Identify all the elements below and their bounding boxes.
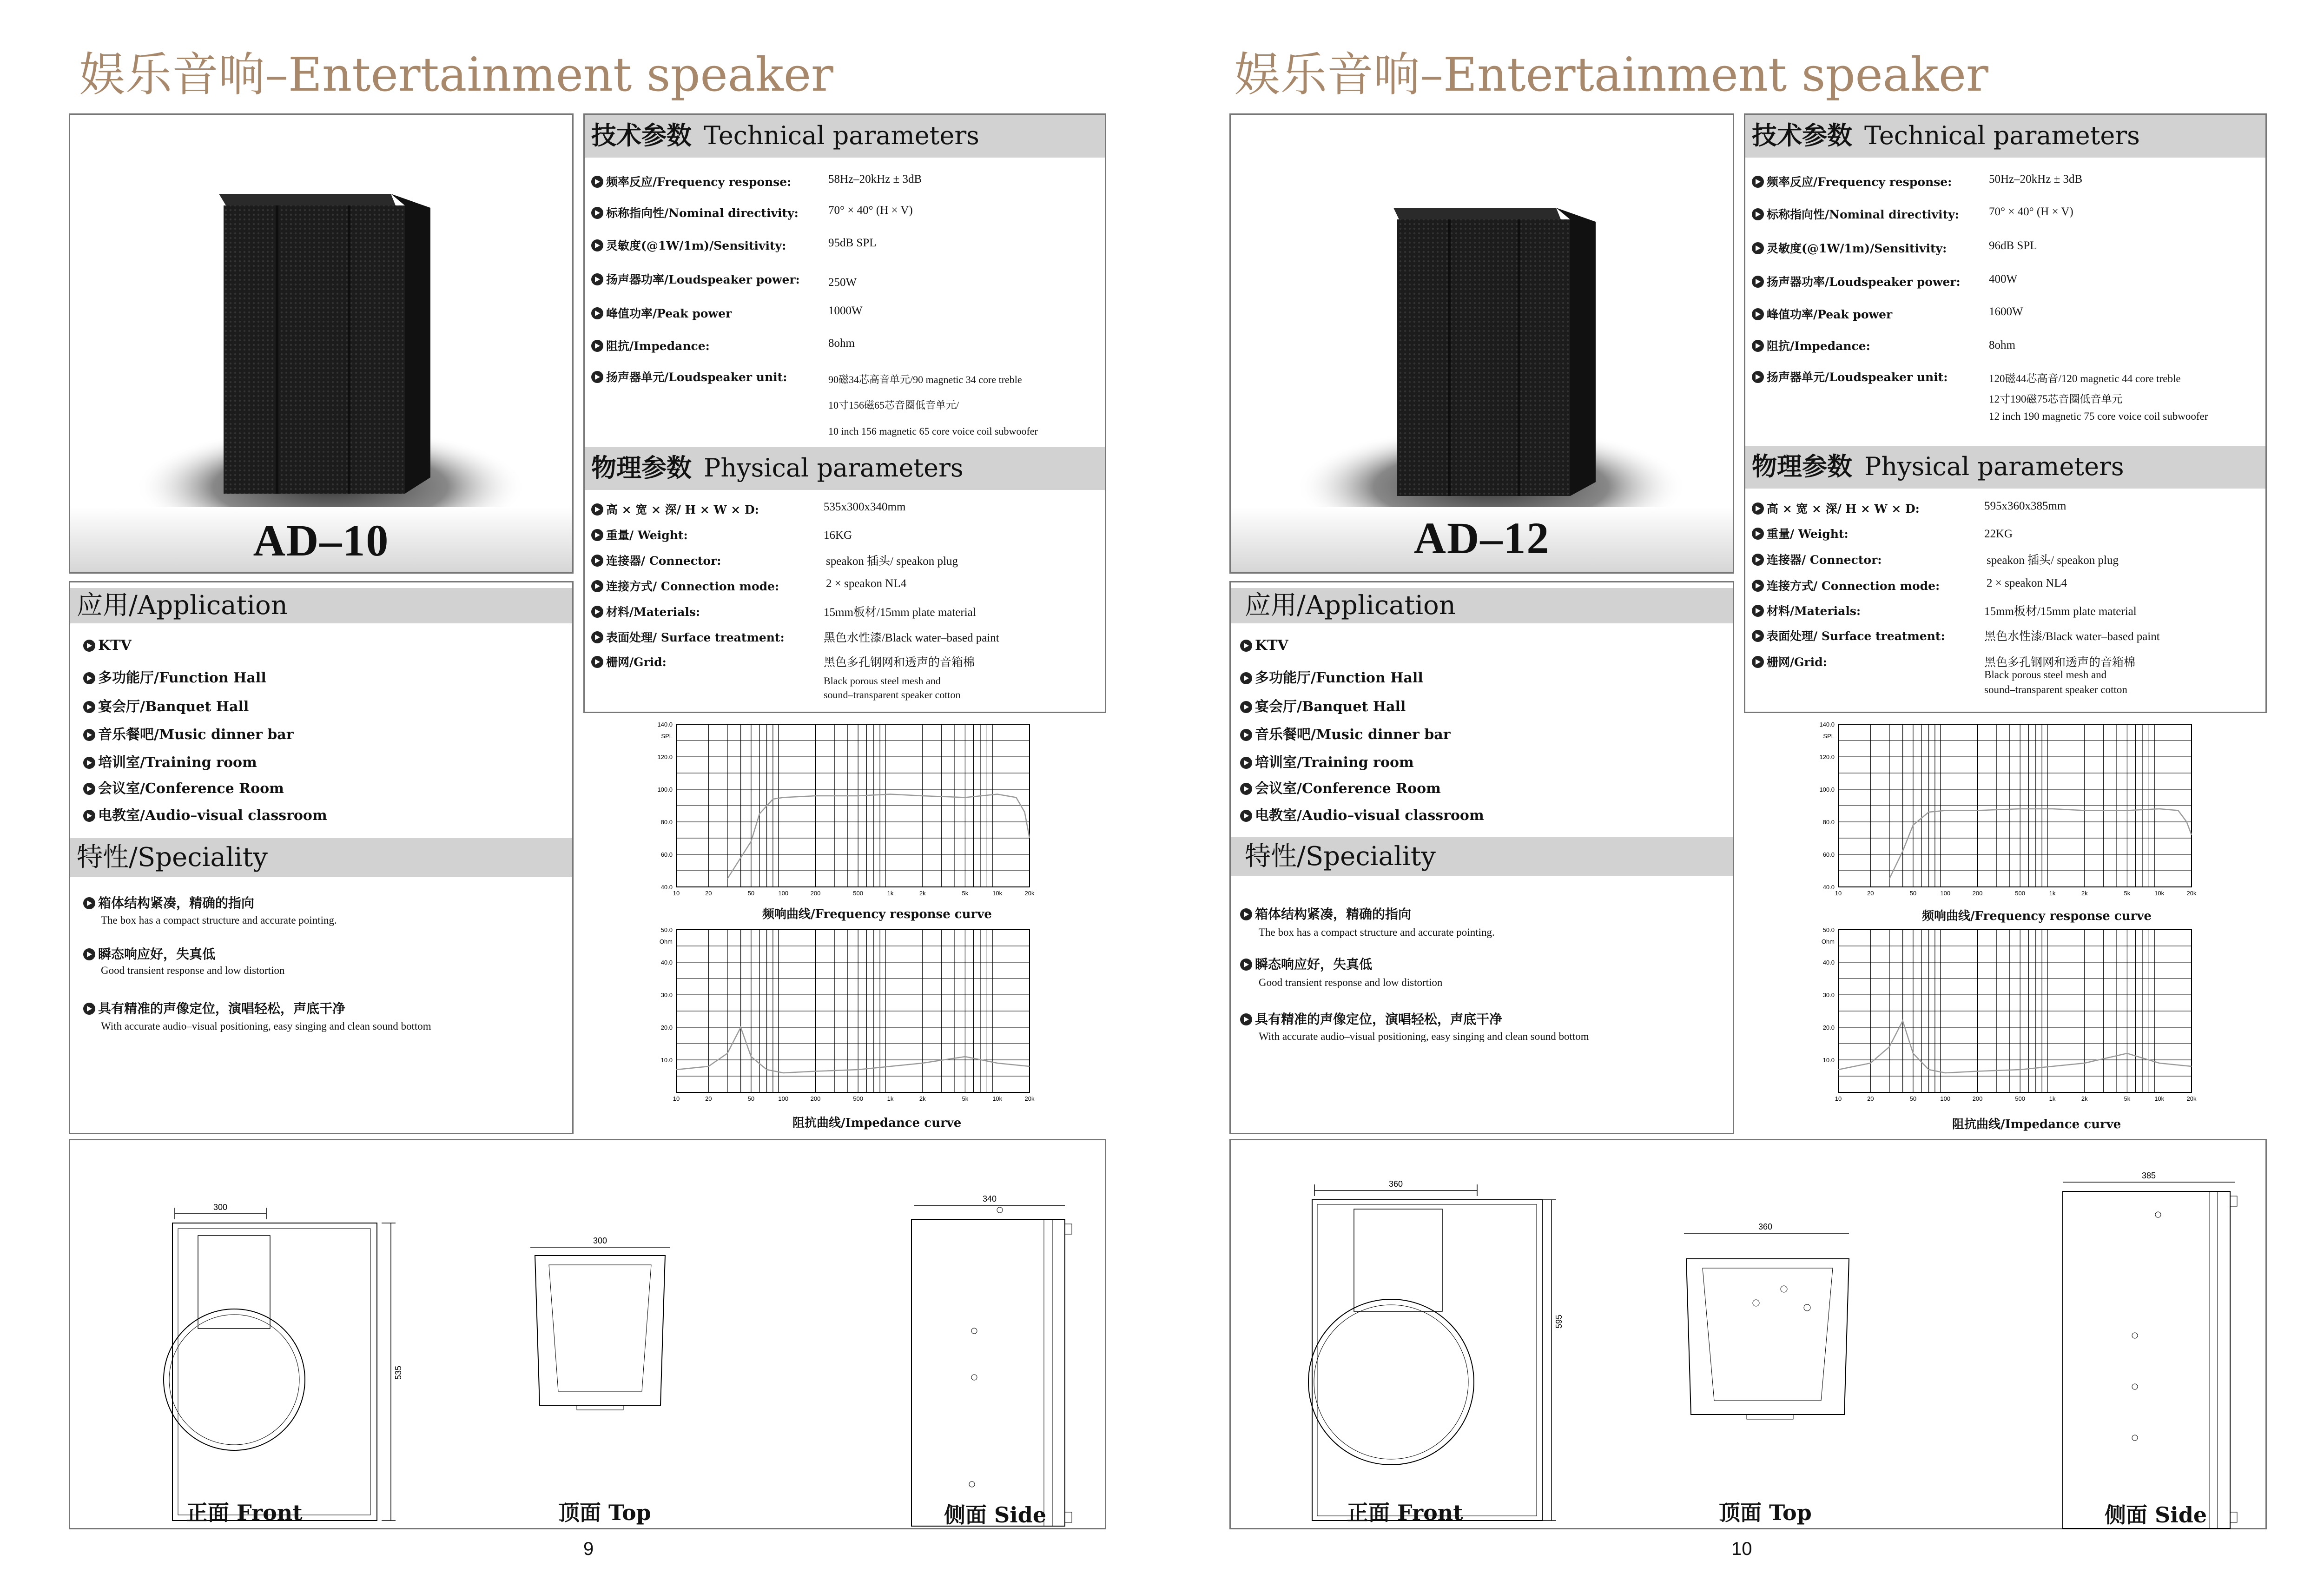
x-tick-label: 2k (2081, 890, 2088, 897)
x-tick-label: 20 (705, 1095, 712, 1102)
side-view-drawing (911, 1194, 1072, 1526)
list-item: 宴会厅/Banquet Hall (83, 695, 249, 715)
list-item: 宴会厅/Banquet Hall (1240, 695, 1406, 715)
arrow-bullet-icon (1752, 630, 1764, 642)
grid-detail: Black porous steel mesh and (1984, 669, 2107, 681)
top-view-drawing (530, 1236, 670, 1410)
x-tick-label: 10k (992, 1095, 1003, 1102)
arrow-bullet-icon (1752, 242, 1764, 254)
arrow-bullet-icon (591, 239, 603, 251)
arrow-bullet-icon (83, 810, 95, 822)
list-item: KTV (1240, 637, 1288, 654)
arrow-bullet-icon (1752, 503, 1764, 515)
x-tick-label: 20k (1024, 1095, 1035, 1102)
arrow-bullet-icon (1240, 729, 1252, 741)
x-tick-label: 10k (2154, 890, 2165, 897)
arrow-bullet-icon (1752, 528, 1764, 540)
x-tick-label: 10 (673, 1095, 680, 1102)
y-tick-label: 20.0 (1822, 1024, 1835, 1031)
arrow-bullet-icon (1752, 605, 1764, 617)
x-tick-label: 5k (2124, 1095, 2131, 1102)
y-axis-label: SPL (1823, 733, 1835, 740)
side-view-label: 侧面 Side (944, 1502, 1047, 1527)
speaker-image (70, 115, 572, 570)
list-item: 多功能厅/Function Hall (1240, 666, 1423, 687)
application-header: 应用/Application (70, 588, 572, 623)
frequency-curve-caption: 频响曲线/Frequency response curve (1922, 909, 2152, 923)
dimension-drawings (70, 1140, 1105, 1528)
x-tick-label: 2k (919, 890, 926, 897)
x-tick-label: 5k (962, 890, 969, 897)
front-height-dimension: 535 (394, 1365, 403, 1380)
speciality-title: 瞬态响应好，失真低 (83, 944, 215, 963)
x-tick-label: 100 (1940, 890, 1951, 897)
speciality-desc: The box has a compact structure and accurate pointing. (101, 914, 337, 926)
y-tick-label: 40.0 (660, 959, 673, 966)
arrow-bullet-icon (1752, 580, 1764, 592)
arrow-bullet-icon (591, 656, 603, 668)
x-tick-label: 50 (747, 890, 755, 897)
list-item: 会议室/Conference Room (1240, 777, 1441, 797)
x-tick-label: 50 (1909, 1095, 1917, 1102)
physical-parameters-header: 物理参数 Physical parameters (1745, 446, 2265, 489)
y-tick-label: 120.0 (657, 754, 673, 760)
unit-detail: 12 inch 190 magnetic 75 core voice coil subwoofer (1989, 410, 2208, 422)
arrow-bullet-icon (1240, 640, 1252, 652)
arrow-bullet-icon (1752, 176, 1764, 188)
dimension-drawings (1231, 1140, 2265, 1528)
top-width-dimension: 300 (593, 1236, 607, 1245)
arrow-bullet-icon (83, 701, 95, 713)
parameters-panel: 技术参数 Technical parameters 频率反应/Frequency response: 50Hz–20kHz ± 3dB 标称指向性/Nominal directivity: 70° × 40° (H × V) 灵敏度(@1W/1m)/Sensitivity: 96dB SPL 扬声器功率/Loudspeaker power: 400W 峰值功率/Peak power 1600W 阻抗/Impedance: 8ohm 扬声器单元/Loudspeaker unit: 120磁44芯高音/120 magnetic 44 core treble 12寸190磁75芯音圈低音单元 12 inch 190 magnetic 75 core voice coil subwoofer 物理参数 Physical parameters 高 × 宽 × 深/ H × W × D: 595x360x385mm 重量/ Weight: 22KG 连接器/ Connector: speakon 插头/ speakon plug 连接方式/ Connection mode: 2 × speakon NL4 材料/Materials: 15mm板材/15mm plate material 表面处理/ Surface treatment: 黑色水性漆/Black water–based paint 栅网/Grid: 黑色多孔钢网和透声的音箱棉 Black porous steel mesh and sound–transparent speaker cotton (1744, 113, 2267, 713)
list-item: 电教室/Audio–visual classroom (1240, 804, 1484, 824)
x-tick-label: 100 (1940, 1095, 1951, 1102)
x-tick-label: 10 (1835, 890, 1842, 897)
application-header: 应用/Application (1231, 588, 1733, 623)
y-tick-label: 40.0 (660, 884, 673, 891)
x-tick-label: 1k (2049, 1095, 2056, 1102)
grid-detail: Black porous steel mesh and (824, 675, 941, 687)
arrow-bullet-icon (1752, 371, 1764, 383)
arrow-bullet-icon (591, 273, 603, 285)
speciality-desc: With accurate audio–visual positioning, easy singing and clean sound bottom (101, 1020, 431, 1032)
y-tick-label: 100.0 (1819, 786, 1835, 793)
arrow-bullet-icon (1240, 1013, 1252, 1025)
frequency-curve-caption: 频响曲线/Frequency response curve (762, 907, 992, 921)
list-item: 培训室/Training room (83, 751, 257, 771)
speciality-title: 瞬态响应好，失真低 (1240, 954, 1372, 973)
top-view-label: 顶面 Top (558, 1500, 651, 1525)
list-item: 音乐餐吧/Music dinner bar (1240, 723, 1451, 743)
x-tick-label: 20k (2186, 890, 2197, 897)
page-title: 娱乐音响–Entertainment speaker (79, 47, 833, 102)
arrow-bullet-icon (1240, 757, 1252, 769)
y-axis-label: Ohm (1821, 938, 1835, 945)
arrow-bullet-icon (1240, 783, 1252, 795)
parameters-panel: 技术参数 Technical parameters 频率反应/Frequency response: 58Hz–20kHz ± 3dB 标称指向性/Nominal directivity: 70° × 40° (H × V) 灵敏度(@1W/1m)/Sensitivity: 95dB SPL 扬声器功率/Loudspeaker power: 250W 峰值功率/Peak power 1000W 阻抗/Impedance: 8ohm 扬声器单元/Loudspeaker unit: 90磁34芯高音单元/90 magnetic 34 core treble 10寸156磁65芯音圈低音单元/ 10 inch 156 magnetic 65 core voice coil subwoofer 物理参数 Physical parameters 高 × 宽 × 深/ H × W × D: 535x300x340mm 重量/ Weight: 16KG 连接器/ Connector: speakon 插头/ speakon plug 连接方式/ Connection mode: 2 × speakon NL4 材料/Materials: 15mm板材/15mm plate material 表面处理/ Surface treatment: 黑色水性漆/Black water–based paint 栅网/Grid: 黑色多孔钢网和透声的音箱棉 Black porous steel mesh and sound–transparent speaker cotton (583, 113, 1106, 713)
x-tick-label: 10k (992, 890, 1003, 897)
physical-parameters-header: 物理参数 Physical parameters (585, 447, 1105, 490)
y-tick-label: 30.0 (1822, 992, 1835, 998)
speciality-desc: Good transient response and low distortion (101, 965, 285, 976)
speciality-title: 箱体结构紧凑，精确的指向 (83, 893, 254, 912)
x-tick-label: 2k (919, 1095, 926, 1102)
x-tick-label: 2k (2081, 1095, 2088, 1102)
front-width-dimension: 360 (1388, 1179, 1403, 1189)
arrow-bullet-icon (591, 340, 603, 352)
impedance-curve-caption: 阻抗曲线/Impedance curve (792, 1116, 962, 1130)
frequency-response-chart (644, 720, 1039, 906)
y-axis-label: SPL (661, 733, 673, 740)
arrow-bullet-icon (591, 207, 603, 219)
x-tick-label: 20k (1024, 890, 1035, 897)
speciality-title: 具有精准的声像定位，演唱轻松，声底干净 (83, 998, 345, 1017)
y-tick-label: 60.0 (660, 851, 673, 858)
arrow-bullet-icon (591, 529, 603, 541)
x-tick-label: 10k (2154, 1095, 2165, 1102)
speciality-header: 特性/Speciality (70, 838, 572, 877)
x-tick-label: 10 (1835, 1095, 1842, 1102)
arrow-bullet-icon (591, 371, 603, 383)
speciality-title: 箱体结构紧凑，精确的指向 (1240, 904, 1411, 923)
x-tick-label: 1k (2049, 890, 2056, 897)
dimension-drawings-panel (1229, 1139, 2267, 1529)
x-tick-label: 20 (1867, 890, 1874, 897)
y-tick-label: 140.0 (657, 721, 673, 728)
arrow-bullet-icon (591, 580, 603, 592)
list-item: 多功能厅/Function Hall (83, 666, 266, 687)
arrow-bullet-icon (1752, 208, 1764, 220)
y-tick-label: 30.0 (660, 992, 673, 998)
arrow-bullet-icon (591, 307, 603, 319)
arrow-bullet-icon (1240, 810, 1252, 822)
front-view-label: 正面 Front (1347, 1500, 1463, 1525)
arrow-bullet-icon (1240, 959, 1252, 971)
x-tick-label: 1k (887, 1095, 894, 1102)
top-view-drawing (1684, 1222, 1849, 1419)
front-height-dimension: 595 (1554, 1314, 1564, 1329)
arrow-bullet-icon (83, 948, 95, 960)
arrow-bullet-icon (83, 672, 95, 684)
y-tick-label: 20.0 (660, 1024, 673, 1031)
unit-detail: 10寸156磁65芯音圈低音单元/ (828, 399, 959, 411)
front-view-label: 正面 Front (186, 1500, 303, 1525)
arrow-bullet-icon (591, 503, 603, 516)
arrow-bullet-icon (1752, 554, 1764, 566)
list-item: KTV (83, 637, 132, 654)
arrow-bullet-icon (1240, 701, 1252, 713)
application-panel (1229, 581, 1734, 1134)
x-tick-label: 20 (705, 890, 712, 897)
side-depth-dimension: 340 (982, 1194, 997, 1203)
application-panel (69, 581, 574, 1134)
y-tick-label: 10.0 (660, 1057, 673, 1064)
y-tick-label: 100.0 (657, 786, 673, 793)
x-tick-label: 1k (887, 890, 894, 897)
page-title: 娱乐音响–Entertainment speaker (1234, 47, 1988, 102)
y-tick-label: 60.0 (1822, 851, 1835, 858)
product-photo-panel (1229, 113, 1734, 574)
front-width-dimension: 300 (213, 1203, 228, 1212)
x-tick-label: 200 (810, 890, 821, 897)
x-tick-label: 20k (2186, 1095, 2197, 1102)
front-view-drawing (1308, 1179, 1564, 1521)
product-photo-panel (69, 113, 574, 574)
x-tick-label: 5k (2124, 890, 2131, 897)
list-item: 音乐餐吧/Music dinner bar (83, 723, 294, 743)
list-item: 培训室/Training room (1240, 751, 1414, 771)
unit-detail: 12寸190磁75芯音圈低音单元 (1989, 393, 2123, 405)
arrow-bullet-icon (83, 640, 95, 652)
speciality-title: 具有精准的声像定位，演唱轻松，声底干净 (1240, 1009, 1502, 1028)
x-tick-label: 10 (673, 890, 680, 897)
y-tick-label: 50.0 (1822, 926, 1835, 933)
x-tick-label: 100 (778, 890, 789, 897)
x-tick-label: 50 (747, 1095, 755, 1102)
dimension-drawings-panel (69, 1139, 1106, 1529)
arrow-bullet-icon (591, 631, 603, 643)
grid-detail: sound–transparent speaker cotton (824, 689, 961, 701)
arrow-bullet-icon (83, 897, 95, 909)
speciality-header: 特性/Speciality (1231, 837, 1733, 876)
y-tick-label: 40.0 (1822, 959, 1835, 966)
speaker-image (1231, 115, 1733, 570)
arrow-bullet-icon (83, 729, 95, 741)
model-name: AD–12 (1413, 513, 1550, 563)
technical-parameters-header: 技术参数 Technical parameters (1745, 115, 2265, 158)
arrow-bullet-icon (1240, 672, 1252, 684)
x-tick-label: 50 (1909, 890, 1917, 897)
speciality-desc: Good transient response and low distortion (1259, 977, 1443, 988)
list-item: 会议室/Conference Room (83, 777, 284, 797)
x-tick-label: 100 (778, 1095, 789, 1102)
x-tick-label: 5k (962, 1095, 969, 1102)
arrow-bullet-icon (591, 606, 603, 618)
speciality-desc: With accurate audio–visual positioning, easy singing and clean sound bottom (1259, 1031, 1589, 1042)
model-name: AD–10 (253, 516, 390, 565)
arrow-bullet-icon (1752, 656, 1764, 668)
x-tick-label: 200 (810, 1095, 821, 1102)
arrow-bullet-icon (1752, 276, 1764, 288)
frequency-response-chart (1806, 720, 2201, 906)
front-view-drawing (164, 1203, 403, 1521)
arrow-bullet-icon (591, 176, 603, 188)
x-tick-label: 500 (853, 890, 864, 897)
x-tick-label: 200 (1972, 890, 1983, 897)
y-tick-label: 120.0 (1819, 754, 1835, 760)
impedance-chart (1806, 925, 2201, 1111)
arrow-bullet-icon (83, 757, 95, 769)
side-view-label: 侧面 Side (2105, 1502, 2207, 1527)
page-number: 10 (1731, 1539, 1752, 1559)
technical-parameters-header: 技术参数 Technical parameters (585, 115, 1105, 158)
y-tick-label: 40.0 (1822, 884, 1835, 891)
side-depth-dimension: 385 (2141, 1171, 2156, 1180)
x-tick-label: 500 (2015, 890, 2026, 897)
top-view-label: 顶面 Top (1719, 1500, 1812, 1525)
side-view-drawing (2063, 1171, 2237, 1528)
x-tick-label: 500 (2015, 1095, 2026, 1102)
top-width-dimension: 360 (1758, 1222, 1773, 1231)
x-tick-label: 200 (1972, 1095, 1983, 1102)
arrow-bullet-icon (83, 1003, 95, 1015)
impedance-curve-caption: 阻抗曲线/Impedance curve (1952, 1118, 2121, 1131)
y-tick-label: 10.0 (1822, 1057, 1835, 1064)
grid-detail: sound–transparent speaker cotton (1984, 684, 2127, 695)
x-tick-label: 20 (1867, 1095, 1874, 1102)
impedance-chart (644, 925, 1039, 1111)
y-tick-label: 140.0 (1819, 721, 1835, 728)
x-tick-label: 500 (853, 1095, 864, 1102)
y-axis-label: Ohm (659, 938, 673, 945)
arrow-bullet-icon (1752, 308, 1764, 320)
page-number: 9 (583, 1539, 594, 1559)
speciality-desc: The box has a compact structure and accurate pointing. (1259, 926, 1495, 938)
list-item: 电教室/Audio–visual classroom (83, 804, 327, 824)
arrow-bullet-icon (1752, 340, 1764, 352)
unit-detail: 10 inch 156 magnetic 65 core voice coil subwoofer (828, 425, 1038, 437)
arrow-bullet-icon (1240, 908, 1252, 920)
arrow-bullet-icon (83, 783, 95, 795)
y-tick-label: 80.0 (660, 819, 673, 826)
arrow-bullet-icon (591, 555, 603, 567)
y-tick-label: 80.0 (1822, 819, 1835, 826)
y-tick-label: 50.0 (660, 926, 673, 933)
